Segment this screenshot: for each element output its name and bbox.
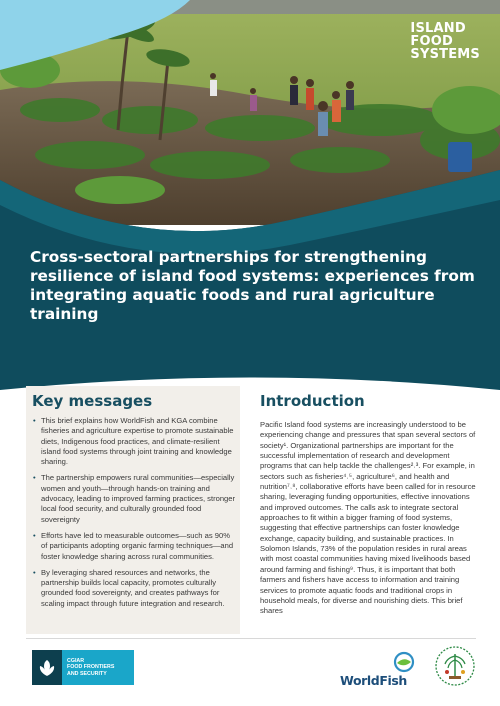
key-message-item: • The partnership empowers rural communities—especially women and youth—through hands-on training and advocacy, leading to improved farming practices, stronger local food security, and culturally grounded food sovereignty xyxy=(32,473,235,524)
cgiar-program-line-1: FOOD FRONTIERS xyxy=(67,664,115,671)
introduction-heading: Introduction xyxy=(260,392,365,410)
introduction-body: Pacific Island food systems are increasingly understood to be experiencing change and pressures that span several sectors of society¹. Organizational partnerships are important for the successful implementation of research and development programs that can help tackle the challenges²˒³. For example, in sectors such as fisheries⁴˒⁵, agriculture⁶, and health and nutrition⁷˒⁸, collaborative efforts have been called for in resource sharing, leveraging funding opportunities, effective innovations and improved outcomes. The calls ask to integrate sectoral approaches to fit within a bigger framing of food systems, suggesting that effective partnerships can foster knowledge exchange, capacity building, and sustainable practices. In Solomon Islands, 73% of the population resides in rural areas with most coastal communities having mixed livelihoods based around farming and fishing⁹. Thus, it is important that both farmers and fishers have access to information and training services to promote aquatic foods and traditional crops in household meals, for diverse and nourishing diets. This brief shares xyxy=(260,420,476,616)
brand-line-1: ISLAND xyxy=(410,21,466,36)
footer-divider xyxy=(26,638,476,639)
worldfish-wordmark: WorldFish xyxy=(340,673,407,688)
brand-line-3: SYSTEMS xyxy=(410,47,480,62)
kastom-gaden-association-logo xyxy=(432,642,478,692)
key-message-item: • Efforts have led to measurable outcomes—such as 90% of participants adopting organic farming techniques—and foster knowledge sharing across rural communities. xyxy=(32,531,235,562)
key-messages-list xyxy=(32,416,235,609)
cgiar-name: CGIAR xyxy=(67,657,85,664)
island-food-systems-logo xyxy=(410,22,480,61)
page-title: Cross-sectoral partnerships for strengthening resilience of island food systems: experiences from integrating aquatic foods and rural agriculture training xyxy=(30,248,475,323)
cgiar-logo xyxy=(32,650,134,685)
introduction-section xyxy=(260,392,480,617)
cgiar-leaf-icon xyxy=(32,650,62,685)
key-message-item: • This brief explains how WorldFish and KGA combine fisheries and agriculture expertise to promote sustainable diets, Indigenous food practices, and climate-resilient island food systems through joint training and knowledge sharing. xyxy=(32,416,235,467)
key-messages-heading: Key messages xyxy=(32,392,153,410)
key-message-item: • By leveraging shared resources and networks, the partnership builds local capacity, promotes culturally grounded food sovereignty, and creates pathways for scaling impact through future integration and research. xyxy=(32,568,235,609)
cgiar-text xyxy=(62,658,114,677)
cgiar-program-line-2: AND SECURITY xyxy=(67,670,107,677)
worldfish-logo xyxy=(340,650,420,690)
key-messages-panel xyxy=(26,386,240,634)
brand-line-2: FOOD xyxy=(410,34,453,49)
